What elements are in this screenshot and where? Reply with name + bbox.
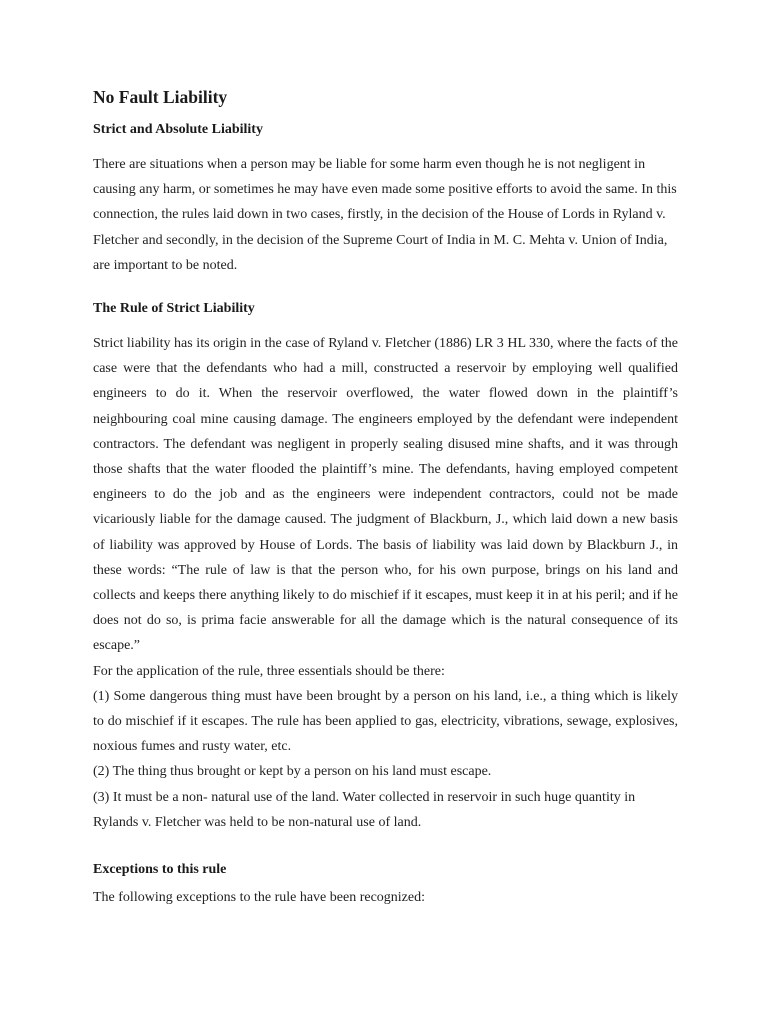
paragraph-strict-absolute-intro: There are situations when a person may be liable for some harm even though he is not negligent in causing any harm, or sometimes he may have even made some positive efforts to avoid the same. In this connection, the rules laid down in two cases, firstly, in the decision of the House of Lords in Ryland v. Fletcher and secondly, in the decision of the Supreme Court of India in M. C. Mehta v. Union of India, are important to be noted.: [93, 157, 677, 273]
document-body: [93, 86, 678, 910]
document-title: No Fault Liability: [93, 87, 228, 107]
paragraph-essentials-intro: For the application of the rule, three essentials should be there:: [93, 663, 445, 679]
paragraph-exceptions-intro: The following exceptions to the rule have been recognized:: [93, 890, 425, 906]
heading-exceptions: Exceptions to this rule: [93, 862, 227, 878]
essential-item-2: (2) The thing thus brought or kept by a person on his land must escape.: [93, 764, 492, 780]
essential-item-1: (1) Some dangerous thing must have been brought by a person on his land, i.e., a thing which is likely to do mischief if it escapes. The rule has been applied to gas, electricity, vibrations, sewage, explosives, noxious fumes and rusty water, etc.: [93, 688, 678, 755]
heading-rule-of-strict-liability: The Rule of Strict Liability: [93, 301, 255, 317]
heading-strict-absolute-liability: Strict and Absolute Liability: [93, 122, 263, 137]
paragraph-rylands-fletcher: Strict liability has its origin in the case of Ryland v. Fletcher (1886) LR 3 HL 330, where the facts of the case were that the defendants who had a mill, constructed a reservoir by employing well qualified engineers to do it. When the reservoir overflowed, the water flowed down in the plaintiff’s neighbouring coal mine causing damage. The engineers employed by the defendant were independent contractors. The defendant was negligent in properly sealing disused mine shafts, and it was through those shafts that the water flooded the plaintiff’s mine. The defendants, having employed competent engineers to do the job and as the engineers were independent contractors, could not be made vicariously liable for the damage caused. The judgment of Blackburn, J., which laid down a new basis of liability was approved by House of Lords. The basis of liability was laid down by Blackburn J., in these words: “The rule of law is that the person who, for his own purpose, brings on his land and collects and keeps there anything likely to do mischief if it escapes, must keep it in at his peril; and if he does not do so, is prima facie answerable for all the damage which is the natural consequence of its escape.”: [93, 336, 678, 654]
essential-item-3: (3) It must be a non- natural use of the land. Water collected in reservoir in such huge quantity in Rylands v. Fletcher was held to be non-natural use of land.: [93, 789, 636, 830]
